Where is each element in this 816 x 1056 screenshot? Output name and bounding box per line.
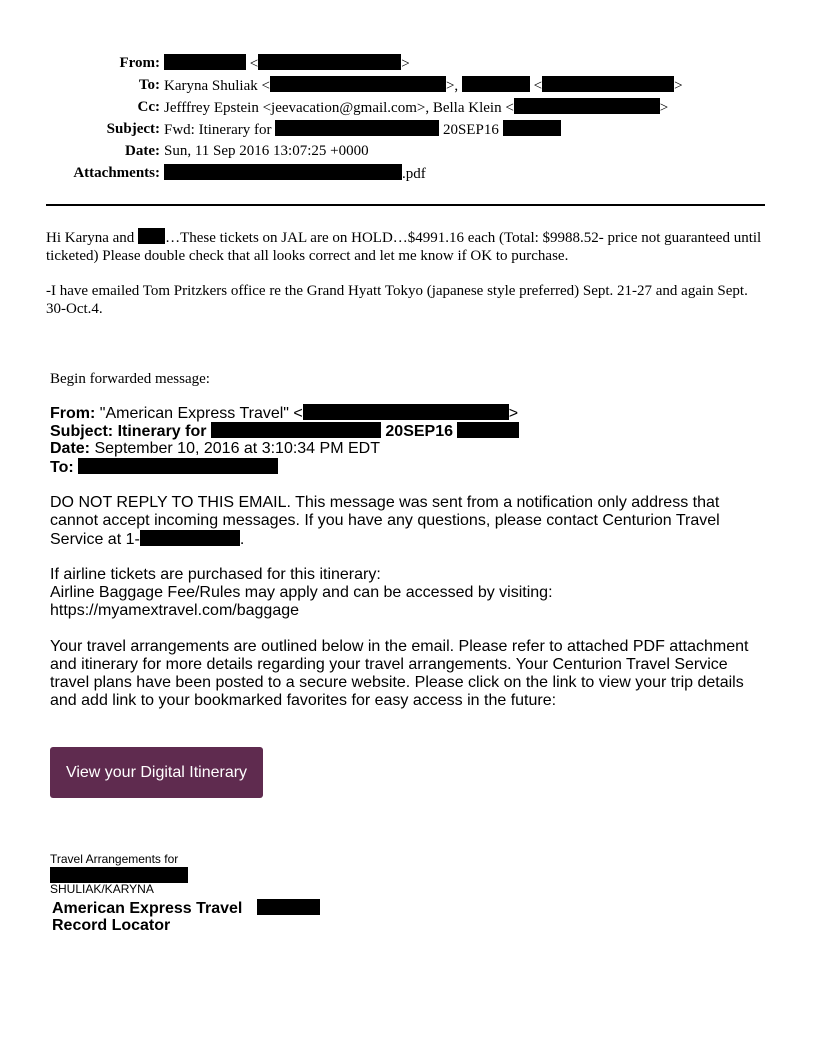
fw-date-label: Date: (50, 440, 91, 457)
redacted-fw-from-email (303, 404, 509, 420)
redacted-fw-to-email (78, 458, 278, 474)
subject-date: 20SEP16 (442, 122, 499, 138)
baggage-line-1: If airline tickets are purchased for this itinerary: (50, 566, 381, 583)
hotel-note: -I have emailed Tom Pritzkers office re the Grand Hyatt Tokyo (japanese style preferred) Sept. 21-27 and again Sept. 30-Oct.4. (46, 283, 748, 317)
redacted-fw-subject-code (457, 422, 519, 438)
redacted-to-email-2 (542, 76, 674, 92)
noreply-end: . (239, 531, 245, 548)
arrangements-for-label: Travel Arrangements for (50, 852, 179, 866)
from-lt: < (249, 56, 259, 72)
to-label: To: (138, 77, 160, 93)
greeting-rest: …These tickets on JAL are on HOLD…$4991.16 each (Total: $9988.52- price not guaranteed until ticketed) Please double check that all looks correct and let me know if OK to purchase. (46, 230, 762, 264)
subject-label: Subject: (106, 121, 160, 137)
redacted-to-name-2 (462, 76, 530, 92)
to-gt-2: > (674, 78, 683, 94)
to-lt-2: < (533, 78, 543, 94)
redacted-fw-subject-name (211, 422, 381, 438)
amex-travel-row (52, 899, 320, 918)
baggage-url: https://myamextravel.com/baggage (50, 602, 300, 619)
subject-value: Fwd: Itinerary for (164, 122, 272, 138)
baggage-paragraph (50, 566, 770, 620)
view-digital-itinerary-button[interactable]: View your Digital Itinerary (50, 747, 263, 798)
redacted-name (138, 228, 165, 244)
fw-from-row (50, 404, 518, 423)
redacted-phone (140, 530, 240, 546)
redacted-sender-name (164, 54, 246, 70)
record-locator-label: Record Locator (52, 917, 171, 934)
arrangements-paragraph: Your travel arrangements are outlined below in the email. Please refer to attached PDF attachment and itinerary for more details regarding your travel arrangements. Your Centurion Travel Service travel plans have been posted to a secure website. Please click on the link to view your trip details and add link to your bookmarked favorites for easy access in the future: (50, 638, 749, 709)
from-gt: > (401, 56, 410, 72)
from-label: From: (119, 55, 160, 71)
fw-from-label: From: (50, 405, 96, 422)
cc-label: Cc: (137, 99, 160, 115)
cc-gt: > (659, 100, 669, 116)
attachment-ext: .pdf (402, 166, 426, 182)
date-label: Date: (125, 143, 160, 159)
fw-date-row (50, 440, 380, 458)
redacted-to-email (270, 76, 446, 92)
greeting-start: Hi Karyna and (46, 230, 135, 246)
fw-subject-date: 20SEP16 (385, 423, 453, 440)
greeting-paragraph (46, 228, 771, 265)
forwarded-intro: Begin forwarded message: (50, 371, 210, 387)
to-sep: >, (445, 78, 459, 94)
redacted-cc-email (514, 98, 660, 114)
baggage-line-2: Airline Baggage Fee/Rules may apply and can be accessed by visiting: (50, 584, 553, 601)
redacted-subject-name (275, 120, 439, 136)
noreply-paragraph (50, 494, 770, 549)
traveler-name: SHULIAK/KARYNA (50, 882, 154, 896)
fw-to-row (50, 458, 278, 477)
amex-travel-label: American Express Travel (52, 900, 243, 917)
fw-from-value: "American Express Travel" < (99, 405, 303, 422)
redacted-attachment-name (164, 164, 402, 180)
redacted-arrangements-name (50, 867, 188, 883)
cc-value: Jefffrey Epstein <jeevacation@gmail.com>, Bella Klein < (164, 100, 514, 116)
attachments-label: Attachments: (73, 165, 160, 181)
redacted-record-locator (257, 899, 320, 915)
noreply-text: DO NOT REPLY TO THIS EMAIL. This message was sent from a notification only address that cannot accept incoming messages. If you have any questions, please contact Centurion Travel Service at 1- (50, 494, 720, 548)
date-value: Sun, 11 Sep 2016 13:07:25 +0000 (164, 143, 369, 159)
fw-from-gt: > (508, 405, 519, 422)
fw-date-value: September 10, 2016 at 3:10:34 PM EDT (94, 440, 380, 457)
redacted-sender-email (258, 54, 401, 70)
to-name: Karyna Shuliak < (164, 78, 270, 94)
fw-to-label: To: (50, 459, 74, 476)
header-divider (46, 204, 765, 206)
redacted-subject-code (503, 120, 561, 136)
fw-subject-row (50, 422, 519, 441)
fw-subject-label: Subject: Itinerary for (50, 423, 207, 440)
